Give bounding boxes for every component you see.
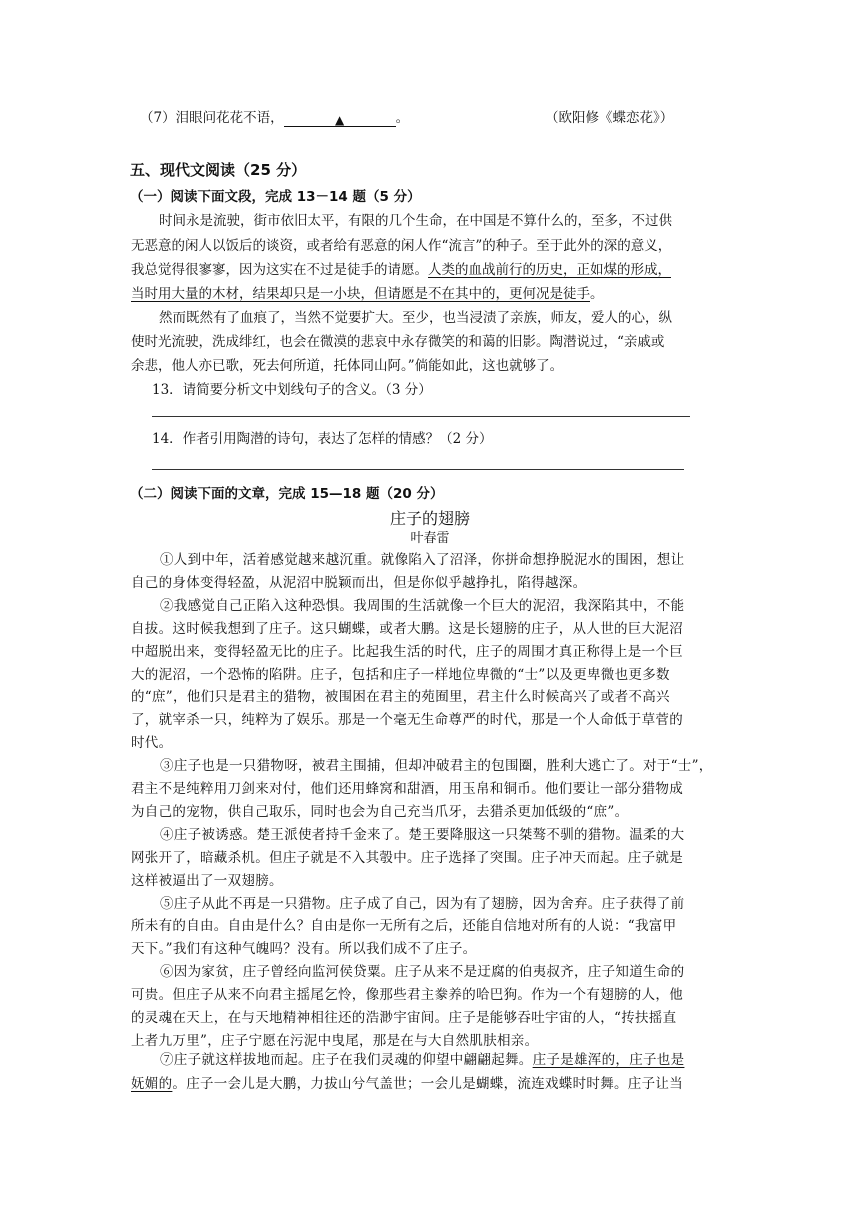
underlined-sentence: 庄子是雄浑的，庄子也是 [532, 1052, 685, 1068]
article-line: ④庄子被诱惑。楚王派使者持千金来了。楚王要降服这一只桀骜不驯的猎物。温柔的大 [160, 827, 685, 843]
article-title: 庄子的翅膀 [389, 509, 470, 528]
article-line: 上者九万里”，庄子宁愿在污泥中曳尾，那是在与大自然肌肤相亲。 [131, 1033, 539, 1049]
part1-text-line: 使时光流驶，洗成绯红，也会在微漠的悲哀中永存微笑的和蔼的旧影。陶潜说过，“亲戚或 [131, 334, 665, 350]
article-line: ⑥因为家贫，庄子曾经向监河侯贷粟。庄子从来不是迂腐的伯夷叔齐，庄子知道生命的 [160, 964, 685, 980]
part1-heading: （一）阅读下面文段，完成 13－14 题（5 分） [130, 189, 421, 205]
plain-text: 我总觉得很寥寥，因为这实在不过是徒手的请愿。 [131, 262, 428, 278]
article-line: ③庄子也是一只猎物呀，被君主围捕，但却冲破君主的包围圈，胜利大逃亡了。对于“士”， [160, 758, 713, 774]
part1-text-line: 余悲，他人亦已歌，死去何所道，托体同山阿。”倘能如此，这也就够了。 [131, 358, 564, 374]
question-13: 13．请简要分析文中划线句子的含义。（3 分） [152, 382, 432, 398]
plain-text: 。 [590, 286, 604, 302]
section-heading: 五、现代文阅读（25 分） [130, 161, 307, 179]
underlined-sentence: 人类的血战前行的历史，正如煤的形成， [428, 262, 671, 278]
article-line [160, 1050, 684, 1070]
q7-suffix: 。 [395, 110, 410, 126]
answer-line[interactable] [152, 469, 684, 470]
article-line: 网张开了，暗藏杀机。但庄子就是不入其彀中。庄子选择了突围。庄子冲天而起。庄子就是 [131, 850, 683, 866]
question-14: 14．作者引用陶潜的诗句，表达了怎样的情感？（2 分） [152, 431, 493, 447]
answer-blank[interactable] [284, 110, 396, 127]
article-line: 可贵。但庄子从来不向君主摇尾乞怜，像那些君主豢养的哈巴狗。作为一个有翅膀的人，他 [131, 987, 683, 1003]
underlined-sentence: 当时用大量的木材，结果却只是一小块，但请愿是不在其中的，更何况是徒手 [131, 286, 590, 302]
part1-text-line: 时间永是流驶，街市依旧太平，有限的几个生命，在中国是不算什么的，至多，不过供 [159, 213, 672, 229]
article-line: 大的泥沼，一个恐怖的陷阱。庄子，包括和庄子一样地位卑微的“士”以及更卑微也更多数 [131, 667, 670, 683]
article-line: 的“庶”，他们只是君主的猎物，被围困在君主的苑囿里，君主什么时候高兴了或者不高兴 [131, 689, 670, 705]
underlined-sentence: 妩媚的 [131, 1076, 173, 1092]
article-line: 为自己的宠物，供自己取乐，同时也会为自己充当爪牙，去猎杀更加低级的“庶”。 [131, 804, 629, 820]
article-line: 自拔。这时候我想到了庄子。这只蝴蝶，或者大鹏。这是长翅膀的庄子，从人世的巨大泥沼 [131, 621, 683, 637]
article-line: 这样被逼出了一双翅膀。 [131, 873, 283, 889]
article-line: 自己的身体变得轻盈，从泥沼中脱颖而出，但是你似乎越挣扎，陷得越深。 [131, 575, 587, 591]
article-line: ⑤庄子从此不再是一只猎物。庄子成了自己，因为有了翅膀，因为舍弃。庄子获得了前 [160, 896, 685, 912]
triangle-marker-icon: ▲ [334, 113, 345, 127]
answer-line[interactable] [152, 416, 690, 417]
article-line [131, 1074, 683, 1094]
article-line: ②我感觉自己正陷入这种恐惧。我周围的生活就像一个巨大的泥沼，我深陷其中，不能 [160, 598, 685, 614]
part1-text-line: 无恶意的闲人以饭后的谈资，或者给有恶意的闲人作“流言”的种子。至于此外的深的意义， [131, 238, 672, 254]
part1-text-line [131, 260, 671, 280]
article-author: 叶春雷 [410, 531, 450, 546]
article-line: 中超脱出来，变得轻盈无比的庄子。比起我生活的时代，庄子的周围才真正称得上是一个巨 [131, 644, 683, 660]
article-line: 时代。 [131, 735, 173, 751]
article-line: 的灵魂在天上，在与天地精神相往还的浩渺宇宙间。庄子是能够吞吐宇宙的人，“抟扶摇直 [131, 1010, 677, 1026]
article-line: 君主不是纯粹用刀剑来对付，他们还用蜂窝和甜酒，用玉帛和铜币。他们要让一部分猎物成 [131, 781, 683, 797]
q7-line [140, 108, 409, 128]
article-line: 所未有的自由。自由是什么？自由是你一无所有之后，还能自信地对所有的人说：“我富甲 [131, 918, 677, 934]
part1-text-line: 然而既然有了血痕了，当然不觉要扩大。至少，也当浸渍了亲族，师友，爱人的心，纵 [159, 310, 672, 326]
plain-text: ⑦庄子就这样拔地而起。庄子在我们灵魂的仰望中翩翩起舞。 [160, 1052, 533, 1068]
article-line: ①人到中年，活着感觉越来越沉重。就像陷入了沼泽，你拼命想挣脱泥水的围困，想让 [160, 552, 685, 568]
part1-text-line [131, 284, 604, 304]
q7-prefix: （7）泪眼问花花不语， [140, 110, 284, 126]
q7-source: （欧阳修《蝶恋花》） [545, 110, 674, 126]
article-line: 天下。”我们有这种气魄吗？没有。所以我们成不了庄子。 [131, 941, 477, 957]
plain-text: 。庄子一会儿是大鹏，力拔山兮气盖世；一会儿是蝴蝶，流连戏蝶时时舞。庄子让当 [172, 1076, 684, 1092]
part2-heading: （二）阅读下面的文章，完成 15—18 题（20 分） [130, 486, 444, 502]
article-line: 了，就宰杀一只，纯粹为了娱乐。那是一个毫无生命尊严的时代，那是一个人命低于草菅的 [131, 712, 683, 728]
